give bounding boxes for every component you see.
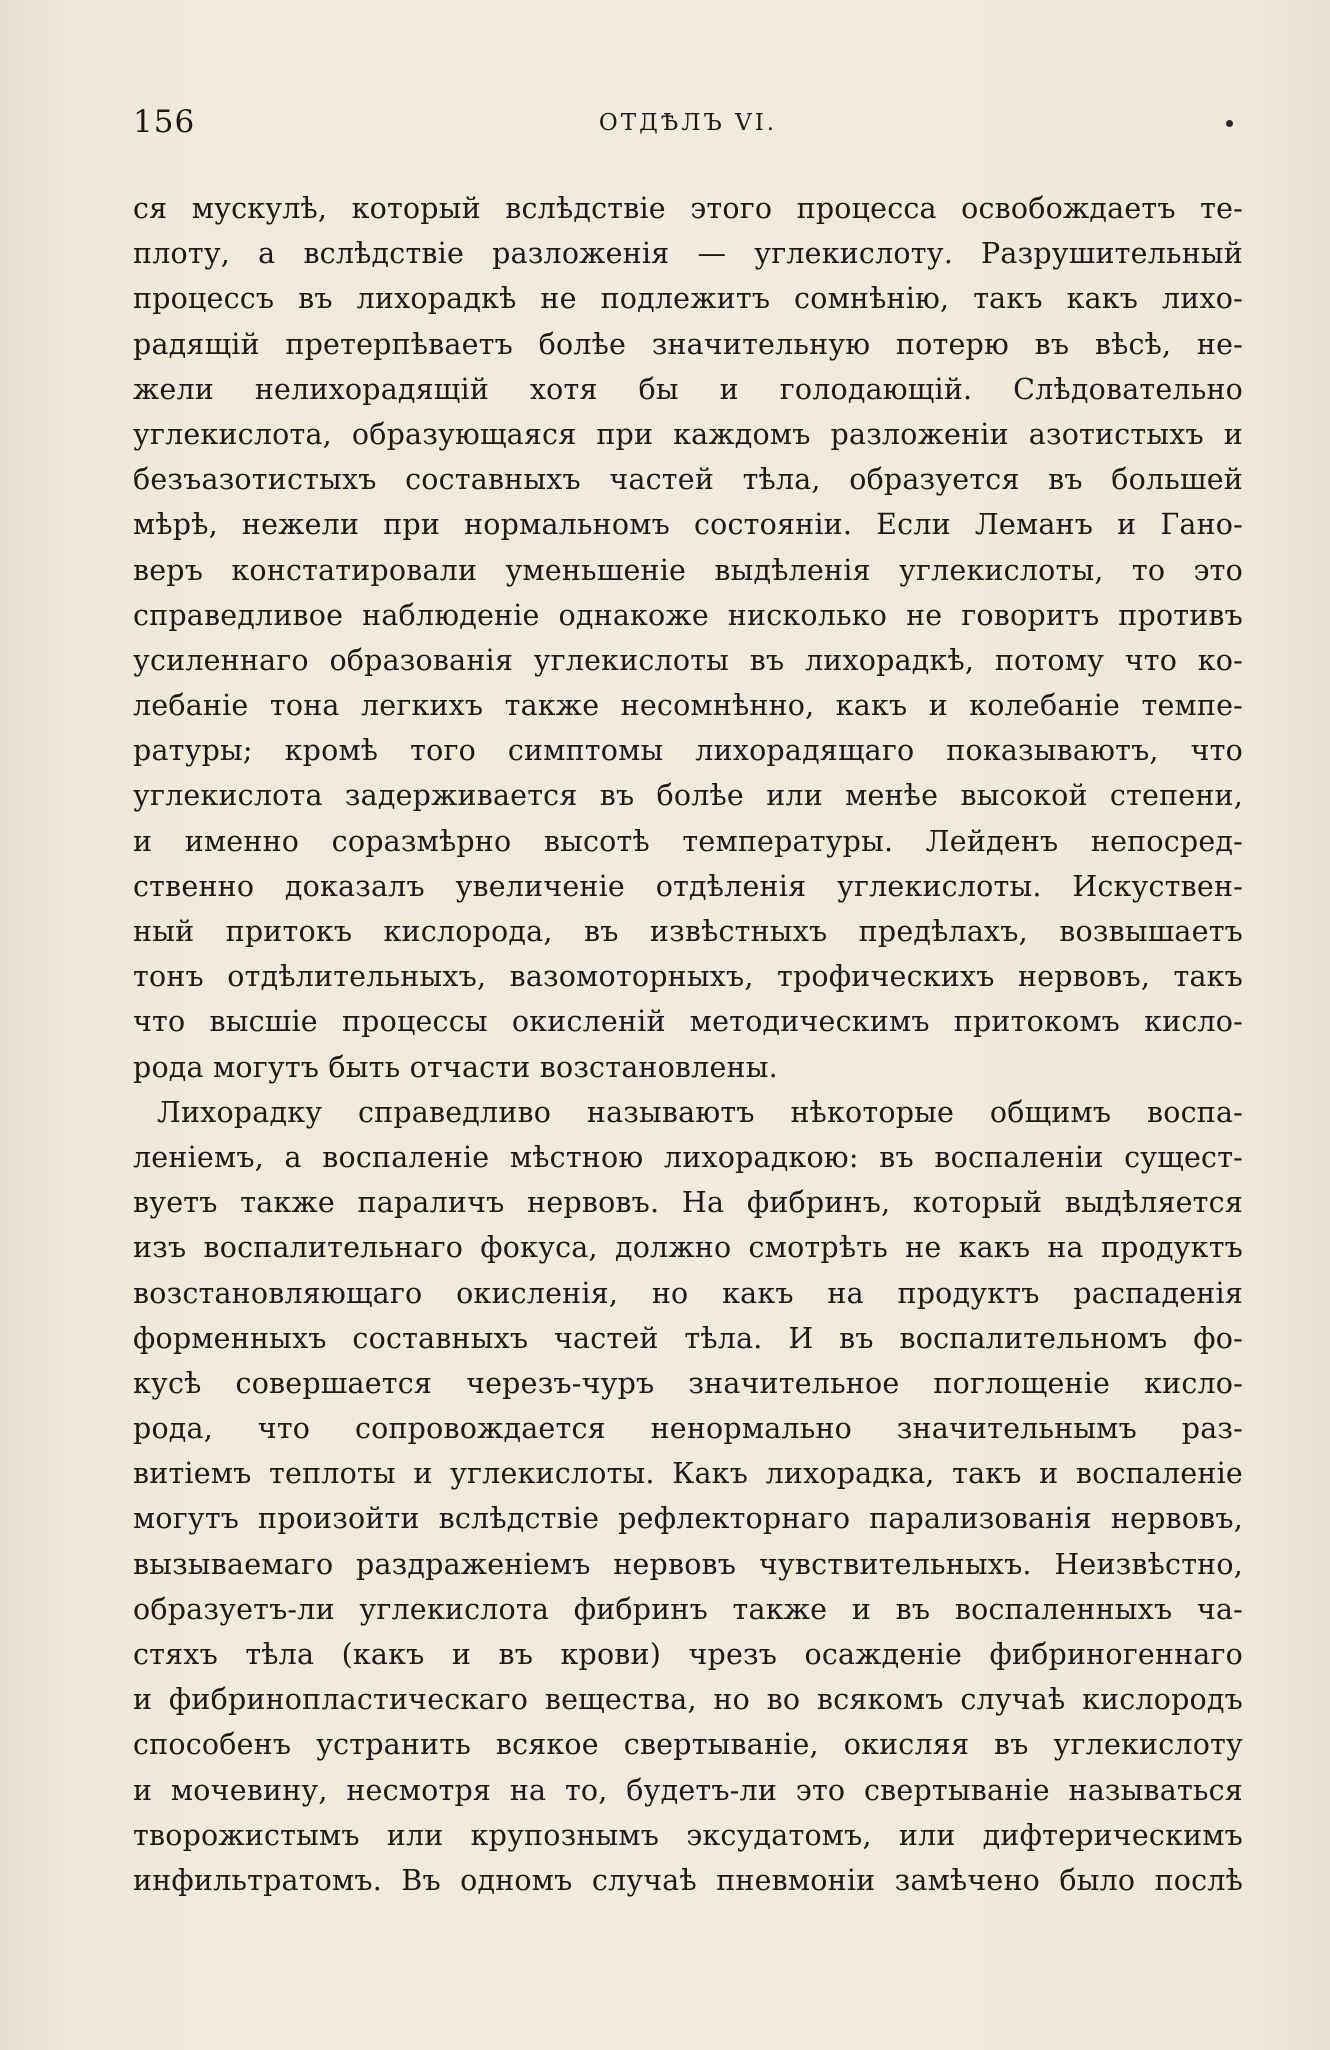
text-line: и именно соразмѣрно высотѣ температуры. Лейденъ непосред- bbox=[133, 824, 1243, 858]
text-line: возстановляющаго окисленія, но какъ на продуктъ распаденія bbox=[133, 1276, 1243, 1310]
text-line: и мочевину, несмотря на то, будетъ-ли это свертываніе называться bbox=[133, 1773, 1243, 1807]
text-line: стяхъ тѣла (какъ и въ крови) чрезъ осажденіе фибриногеннаго bbox=[133, 1638, 1243, 1671]
running-head: ОТДѢЛЪ VI. bbox=[598, 110, 778, 136]
text-line: форменныхъ составныхъ частей тѣла. И въ воспалительномъ фо- bbox=[133, 1321, 1243, 1355]
text-line: рода, что сопровождается ненормально значительнымъ раз- bbox=[133, 1412, 1243, 1446]
text-line: изъ воспалительнаго фокуса, должно смотрѣть не какъ на продуктъ bbox=[133, 1231, 1243, 1265]
text-line: ственно доказалъ увеличеніе отдѣленія углекислоты. Искуствен- bbox=[133, 869, 1243, 903]
text-line: тонъ отдѣлительныхъ, вазомоторныхъ, трофическихъ нервовъ, такъ bbox=[133, 960, 1243, 994]
text-line: витіемъ теплоты и углекислоты. Какъ лихорадка, такъ и воспаленіе bbox=[133, 1457, 1243, 1491]
text-line: безъазотистыхъ составныхъ частей тѣла, образуется въ большей bbox=[133, 463, 1243, 497]
text-line: плоту, а вслѣдствіе разложенія — углекислоту. Разрушительный bbox=[133, 237, 1243, 271]
text-line: Лихорадку справедливо называютъ нѣкоторые общимъ воспа- bbox=[157, 1095, 1243, 1129]
text-line: углекислота, образующаяся при каждомъ разложеніи азотистыхъ и bbox=[133, 417, 1243, 451]
page-number: 156 bbox=[133, 104, 196, 140]
text-line: кусѣ совершается черезъ-чуръ значительное поглощеніе кисло- bbox=[133, 1366, 1243, 1400]
text-line: мѣрѣ, нежели при нормальномъ состояніи. Если Леманъ и Гано- bbox=[133, 508, 1243, 542]
text-line: лебаніе тона легкихъ также несомнѣнно, какъ и колебаніе темпе- bbox=[133, 689, 1243, 723]
text-line: углекислота задерживается въ болѣе или менѣе высокой степени, bbox=[133, 779, 1243, 813]
text-line: леніемъ, а воспаленіе мѣстною лихорадкою: въ воспаленіи сущест- bbox=[133, 1140, 1243, 1174]
text-line: инфильтратомъ. Въ одномъ случаѣ пневмоніи замѣчено было послѣ bbox=[133, 1863, 1243, 1897]
text-line: веръ констатировали уменьшеніе выдѣленія углекислоты, то это bbox=[133, 553, 1243, 587]
text-line: могутъ произойти вслѣдствіе рефлекторнаго парализованія нервовъ, bbox=[133, 1502, 1243, 1536]
page-header bbox=[133, 104, 1243, 154]
text-line: образуетъ-ли углекислота фибринъ также и въ воспаленныхъ ча- bbox=[133, 1592, 1243, 1626]
text-line: творожистымъ или крупознымъ эксудатомъ, или дифтерическимъ bbox=[133, 1818, 1243, 1852]
ink-dot-mark bbox=[1226, 120, 1233, 127]
text-line: и фибринопластическаго вещества, но во всякомъ случаѣ кислородъ bbox=[133, 1683, 1243, 1717]
text-line: радящій претерпѣваетъ болѣе значительную потерю въ вѣсѣ, не- bbox=[133, 327, 1243, 361]
text-line: ный притокъ кислорода, въ извѣстныхъ предѣлахъ, возвышаетъ bbox=[133, 915, 1243, 948]
text-line: справедливое наблюденіе однакоже нисколько не говоритъ противъ bbox=[133, 598, 1243, 632]
text-line: усиленнаго образованія углекислоты въ лихорадкѣ, потому что ко- bbox=[133, 643, 1243, 677]
text-line: процессъ въ лихорадкѣ не подлежитъ сомнѣнію, такъ какъ лихо- bbox=[133, 282, 1243, 316]
text-line: вызываемаго раздраженіемъ нервовъ чувствительныхъ. Неизвѣстно, bbox=[133, 1547, 1243, 1581]
text-line: что высшіе процессы окисленій методическимъ притокомъ кисло- bbox=[133, 1005, 1243, 1039]
text-line: ся мускулѣ, который вслѣдствіе этого процесса освобождаетъ те- bbox=[133, 192, 1243, 225]
body-text bbox=[133, 186, 1243, 1903]
text-line: рода могутъ быть отчасти возстановлены. bbox=[133, 1050, 778, 1084]
text-line: вуетъ также параличъ нервовъ. На фибринъ, который выдѣляется bbox=[133, 1186, 1243, 1220]
text-line: жели нелихорадящій хотя бы и голодающій. Слѣдовательно bbox=[133, 372, 1243, 406]
text-line: ратуры; кромѣ того симптомы лихорадящаго показываютъ, что bbox=[133, 734, 1243, 768]
text-line: способенъ устранить всякое свертываніе, окисляя въ углекислоту bbox=[133, 1728, 1243, 1762]
